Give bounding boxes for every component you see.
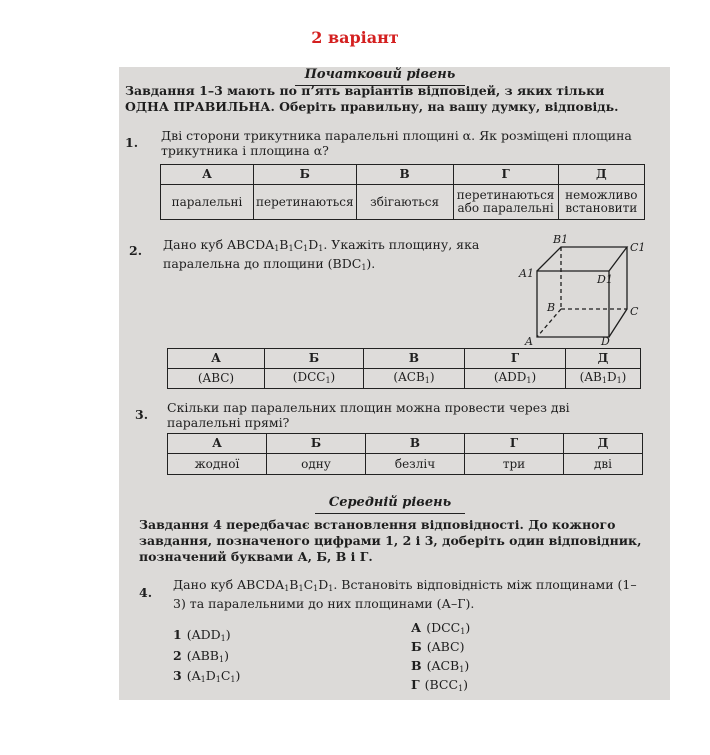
q1-header-b: Б <box>254 165 357 185</box>
cube-hidden-edges <box>537 247 627 337</box>
q3-header-v: В <box>366 434 465 454</box>
intro-tasks-1-3: Завдання 1–3 мають по п’ять варіантів відповідей, з яких тільки ОДНА ПРАВИЛЬНА. Оберіть правильну, на вашу думку, відповідь. <box>125 83 619 114</box>
q4-right-item-b <box>411 639 464 654</box>
q4-left-item-2 <box>173 648 229 664</box>
q3-header-g: Г <box>465 434 564 454</box>
q4-left-key-3: 3 <box>173 668 182 683</box>
q3-answer-g: три <box>465 454 564 475</box>
cube-label-b1: B1 <box>553 233 569 246</box>
cube-label-c1: C1 <box>630 241 646 254</box>
q1-answer-d: неможливо встановити <box>558 185 644 220</box>
q2-answer-g: $(ADD_1)$ <box>465 369 566 389</box>
q4-number: 4. <box>139 585 153 600</box>
q2-header-b: Б <box>265 349 364 369</box>
q3-answer-a: жодної <box>168 454 267 475</box>
q4-left-key-1: 1 <box>173 627 182 642</box>
cube-top-edges <box>537 247 627 271</box>
q1-header-d: Д <box>558 165 644 185</box>
cube-label-c: C <box>630 305 639 318</box>
q4-left-key-2: 2 <box>173 648 182 663</box>
cube-figure <box>517 233 647 345</box>
q4-right-key-v: В <box>411 658 422 673</box>
q4-right-key-a: А <box>411 620 422 635</box>
cube-label-d1: D1 <box>597 273 613 286</box>
q3-answer-d: дві <box>564 454 643 475</box>
q2-text: Дано куб $ABCDA_1B_1C_1D_1$. Укажіть площину, яка паралельна до площини $(BDC_1)$. <box>163 237 480 272</box>
middle-level-heading <box>315 495 465 514</box>
q3-header-b: Б <box>267 434 366 454</box>
q2-header-row <box>168 349 641 369</box>
cube-label-d: D <box>601 335 610 345</box>
q3-header-row <box>168 434 643 454</box>
q2-answer-table <box>167 348 641 389</box>
cube-label-a: A <box>525 335 533 345</box>
q4-left-value-1: $(ADD_1)$ <box>186 627 231 643</box>
q4-right-value-b: (ABC) <box>426 639 465 654</box>
q4-right-value-g: $(BCC_1)$ <box>424 677 469 693</box>
q1-header-v: В <box>356 165 453 185</box>
q4-right-key-b: Б <box>411 639 422 654</box>
q1-header-g: Г <box>453 165 558 185</box>
q1-number: 1. <box>125 135 139 150</box>
q3-number: 3. <box>135 407 149 422</box>
q4-right-item-g <box>411 677 468 693</box>
q4-left-item-1 <box>173 627 231 643</box>
initial-level-label: Початковий рівень <box>304 67 456 82</box>
cube-right-edges <box>609 247 627 337</box>
q3-header-a: А <box>168 434 267 454</box>
q1-answer-table <box>160 164 645 220</box>
q1-answer-row <box>161 185 645 220</box>
middle-level-label: Середній рівень <box>328 495 452 510</box>
q2-answer-b: $(DCC_1)$ <box>265 369 364 389</box>
q2-header-a: А <box>168 349 265 369</box>
scanned-page <box>119 67 670 700</box>
q2-header-d: Д <box>566 349 641 369</box>
q4-right-value-a: $(DCC_1)$ <box>426 620 471 636</box>
q3-answer-v: безліч <box>366 454 465 475</box>
q4-right-key-g: Г <box>411 677 420 692</box>
cube-label-b: B <box>547 301 556 314</box>
q3-answer-table <box>167 433 643 475</box>
q1-text: Дві сторони трикутника паралельні площині α. Як розміщені площина трикутника і площина α? <box>161 128 632 158</box>
q2-answer-row <box>168 369 641 389</box>
q4-text: Дано куб $ABCDA_1B_1C_1D_1$. Встановіть відповідність між площинами (1–3) та паралельними до них площинами (А–Г). <box>173 577 637 611</box>
q2-header-v: В <box>364 349 465 369</box>
q1-answer-v: збігаються <box>356 185 453 220</box>
q3-answer-row <box>168 454 643 475</box>
q1-header-row <box>161 165 645 185</box>
q4-left-value-2: $(ABB_1)$ <box>186 648 229 664</box>
q3-text: Скільки пар паралельних площин можна провести через дві паралельні прямі? <box>167 400 570 430</box>
q1-header-a: А <box>161 165 254 185</box>
q3-answer-b: одну <box>267 454 366 475</box>
q4-right-item-a <box>411 620 470 636</box>
q2-answer-a: (ABC) <box>168 369 265 389</box>
q4-right-item-v <box>411 658 469 674</box>
q2-number: 2. <box>129 243 143 258</box>
q2-header-g: Г <box>465 349 566 369</box>
q1-answer-b: перетинаються <box>254 185 357 220</box>
q2-answer-d: $(AB_1D_1)$ <box>566 369 641 389</box>
q4-left-value-3: $(A_1D_1C_1)$ <box>186 668 241 684</box>
cube-label-a1: A1 <box>519 267 534 280</box>
intro-task-4: Завдання 4 передбачає встановлення відповідності. До кожного завдання, позначеного цифрами 1, 2 і 3, доберіть один відповідник, позначений буквами А, Б, В і Г. <box>139 517 642 564</box>
q4-left-item-3 <box>173 668 240 684</box>
q1-answer-g: перетинаються або паралельні <box>453 185 558 220</box>
variant-title: 2 варіант <box>311 28 399 47</box>
q1-answer-a: паралельні <box>161 185 254 220</box>
q4-right-value-v: $(ACB_1)$ <box>426 658 470 674</box>
q2-answer-v: $(ACB_1)$ <box>364 369 465 389</box>
q3-header-d: Д <box>564 434 643 454</box>
